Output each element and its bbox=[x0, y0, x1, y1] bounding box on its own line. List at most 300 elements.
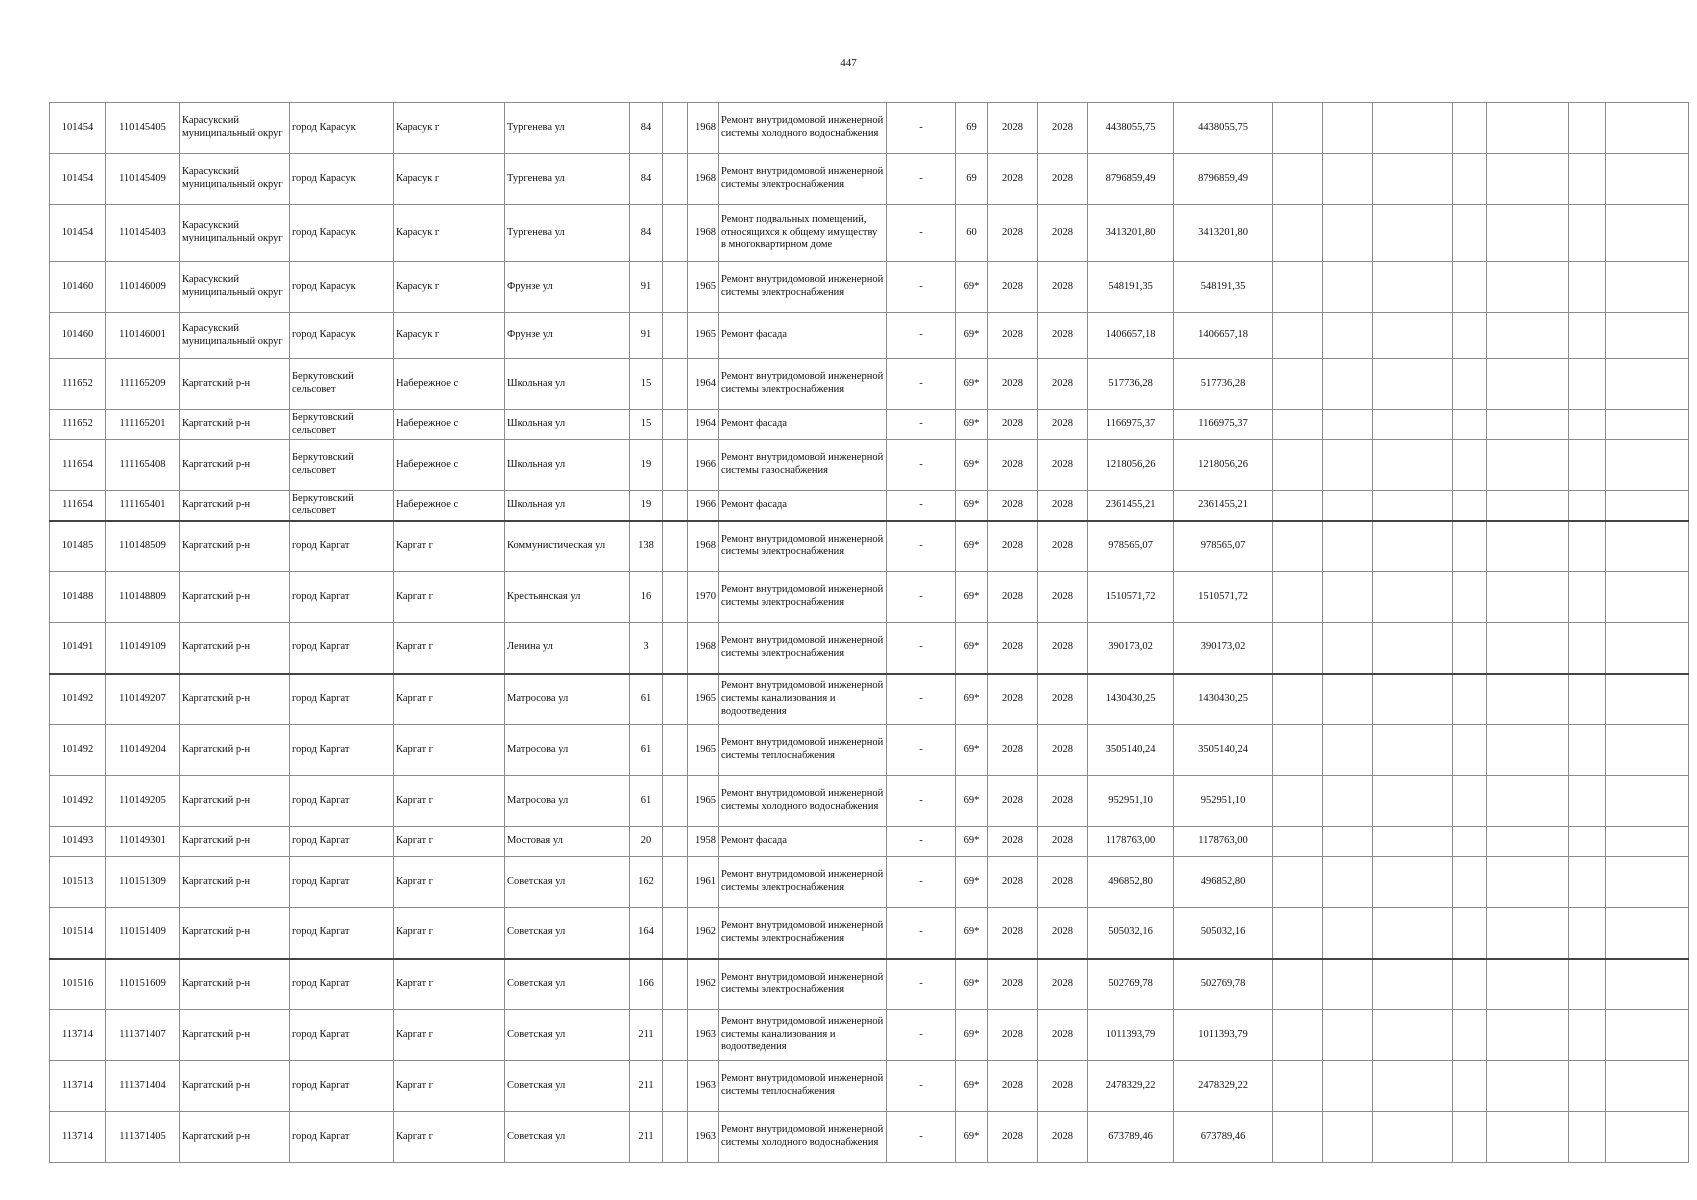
work-type: Ремонт внутридомовой инженерной системы электроснабжения bbox=[719, 623, 887, 674]
street: Школьная ул bbox=[505, 491, 630, 521]
house-number: 16 bbox=[630, 572, 663, 623]
cost-fund: 548191,35 bbox=[1174, 262, 1273, 313]
year-end: 2028 bbox=[1038, 205, 1088, 262]
build-year: 1968 bbox=[688, 623, 719, 674]
empty-cell bbox=[1606, 262, 1689, 313]
empty-cell bbox=[1606, 205, 1689, 262]
table-row bbox=[50, 410, 1689, 440]
building bbox=[663, 1061, 688, 1112]
empty-cell bbox=[1453, 440, 1487, 491]
district: Карасукский муниципальный округ bbox=[180, 205, 290, 262]
empty-cell bbox=[1373, 359, 1453, 410]
empty-cell bbox=[1487, 725, 1569, 776]
cost-fund: 3505140,24 bbox=[1174, 725, 1273, 776]
wear-percent: 69* bbox=[956, 725, 988, 776]
cost-fund: 2361455,21 bbox=[1174, 491, 1273, 521]
cost-total: 1218056,26 bbox=[1088, 440, 1174, 491]
wear-percent: 69* bbox=[956, 521, 988, 572]
street: Тургенева ул bbox=[505, 154, 630, 205]
empty-cell bbox=[1487, 1010, 1569, 1061]
year-start: 2028 bbox=[988, 491, 1038, 521]
building bbox=[663, 959, 688, 1010]
street: Советская ул bbox=[505, 959, 630, 1010]
cost-total: 548191,35 bbox=[1088, 262, 1174, 313]
building bbox=[663, 623, 688, 674]
work-code: 110146001 bbox=[106, 313, 180, 359]
settlement: город Каргат bbox=[290, 1010, 394, 1061]
object-id: 101485 bbox=[50, 521, 106, 572]
table-row bbox=[50, 908, 1689, 959]
locality: Набережное с bbox=[394, 440, 505, 491]
locality: Каргат г bbox=[394, 1061, 505, 1112]
dash-mark: - bbox=[887, 154, 956, 205]
empty-cell bbox=[1273, 410, 1323, 440]
year-start: 2028 bbox=[988, 725, 1038, 776]
empty-cell bbox=[1373, 410, 1453, 440]
year-end: 2028 bbox=[1038, 572, 1088, 623]
dash-mark: - bbox=[887, 313, 956, 359]
empty-cell bbox=[1569, 103, 1606, 154]
building bbox=[663, 674, 688, 725]
object-id: 101454 bbox=[50, 205, 106, 262]
empty-cell bbox=[1606, 313, 1689, 359]
build-year: 1968 bbox=[688, 521, 719, 572]
wear-percent: 69* bbox=[956, 359, 988, 410]
empty-cell bbox=[1487, 857, 1569, 908]
year-start: 2028 bbox=[988, 959, 1038, 1010]
wear-percent: 69* bbox=[956, 776, 988, 827]
empty-cell bbox=[1323, 623, 1373, 674]
house-number: 162 bbox=[630, 857, 663, 908]
empty-cell bbox=[1453, 674, 1487, 725]
empty-cell bbox=[1373, 103, 1453, 154]
building bbox=[663, 572, 688, 623]
dash-mark: - bbox=[887, 908, 956, 959]
build-year: 1970 bbox=[688, 572, 719, 623]
work-type: Ремонт фасада bbox=[719, 491, 887, 521]
cost-fund: 8796859,49 bbox=[1174, 154, 1273, 205]
empty-cell bbox=[1487, 1061, 1569, 1112]
empty-cell bbox=[1373, 1010, 1453, 1061]
empty-cell bbox=[1373, 262, 1453, 313]
empty-cell bbox=[1453, 359, 1487, 410]
empty-cell bbox=[1373, 1112, 1453, 1163]
year-end: 2028 bbox=[1038, 103, 1088, 154]
empty-cell bbox=[1373, 491, 1453, 521]
empty-cell bbox=[1273, 205, 1323, 262]
empty-cell bbox=[1453, 623, 1487, 674]
empty-cell bbox=[1569, 491, 1606, 521]
year-end: 2028 bbox=[1038, 959, 1088, 1010]
empty-cell bbox=[1453, 959, 1487, 1010]
dash-mark: - bbox=[887, 1010, 956, 1061]
page-number: 447 bbox=[840, 57, 857, 69]
empty-cell bbox=[1487, 623, 1569, 674]
empty-cell bbox=[1273, 1061, 1323, 1112]
district: Карасукский муниципальный округ bbox=[180, 154, 290, 205]
empty-cell bbox=[1323, 313, 1373, 359]
empty-cell bbox=[1569, 521, 1606, 572]
dash-mark: - bbox=[887, 359, 956, 410]
work-code: 110145403 bbox=[106, 205, 180, 262]
year-end: 2028 bbox=[1038, 440, 1088, 491]
locality: Каргат г bbox=[394, 623, 505, 674]
object-id: 101513 bbox=[50, 857, 106, 908]
building bbox=[663, 908, 688, 959]
year-start: 2028 bbox=[988, 1010, 1038, 1061]
empty-cell bbox=[1273, 725, 1323, 776]
locality: Карасук г bbox=[394, 262, 505, 313]
empty-cell bbox=[1273, 1112, 1323, 1163]
locality: Набережное с bbox=[394, 410, 505, 440]
empty-cell bbox=[1323, 103, 1373, 154]
object-id: 113714 bbox=[50, 1061, 106, 1112]
empty-cell bbox=[1606, 1112, 1689, 1163]
district: Карасукский муниципальный округ bbox=[180, 313, 290, 359]
building bbox=[663, 857, 688, 908]
house-number: 91 bbox=[630, 313, 663, 359]
building bbox=[663, 262, 688, 313]
empty-cell bbox=[1569, 205, 1606, 262]
wear-percent: 69* bbox=[956, 857, 988, 908]
empty-cell bbox=[1273, 521, 1323, 572]
street: Коммунистическая ул bbox=[505, 521, 630, 572]
street: Фрунзе ул bbox=[505, 313, 630, 359]
empty-cell bbox=[1487, 440, 1569, 491]
empty-cell bbox=[1487, 1112, 1569, 1163]
year-end: 2028 bbox=[1038, 827, 1088, 857]
year-start: 2028 bbox=[988, 908, 1038, 959]
empty-cell bbox=[1373, 572, 1453, 623]
object-id: 113714 bbox=[50, 1112, 106, 1163]
year-start: 2028 bbox=[988, 410, 1038, 440]
empty-cell bbox=[1373, 827, 1453, 857]
work-code: 111371407 bbox=[106, 1010, 180, 1061]
settlement: Беркутовский сельсовет bbox=[290, 440, 394, 491]
settlement: город Карасук bbox=[290, 205, 394, 262]
locality: Каргат г bbox=[394, 857, 505, 908]
empty-cell bbox=[1606, 827, 1689, 857]
empty-cell bbox=[1453, 154, 1487, 205]
district: Каргатский р-н bbox=[180, 959, 290, 1010]
dash-mark: - bbox=[887, 262, 956, 313]
build-year: 1961 bbox=[688, 857, 719, 908]
work-code: 110151409 bbox=[106, 908, 180, 959]
empty-cell bbox=[1273, 959, 1323, 1010]
year-end: 2028 bbox=[1038, 262, 1088, 313]
build-year: 1965 bbox=[688, 674, 719, 725]
work-code: 111371405 bbox=[106, 1112, 180, 1163]
dash-mark: - bbox=[887, 623, 956, 674]
year-end: 2028 bbox=[1038, 1112, 1088, 1163]
district: Карасукский муниципальный округ bbox=[180, 103, 290, 154]
work-type: Ремонт внутридомовой инженерной системы электроснабжения bbox=[719, 959, 887, 1010]
empty-cell bbox=[1569, 440, 1606, 491]
year-end: 2028 bbox=[1038, 359, 1088, 410]
empty-cell bbox=[1453, 262, 1487, 313]
empty-cell bbox=[1323, 410, 1373, 440]
empty-cell bbox=[1569, 313, 1606, 359]
settlement: город Каргат bbox=[290, 857, 394, 908]
empty-cell bbox=[1273, 103, 1323, 154]
empty-cell bbox=[1606, 857, 1689, 908]
wear-percent: 69* bbox=[956, 1061, 988, 1112]
building bbox=[663, 776, 688, 827]
cost-fund: 1218056,26 bbox=[1174, 440, 1273, 491]
district: Каргатский р-н bbox=[180, 1010, 290, 1061]
empty-cell bbox=[1323, 440, 1373, 491]
table-row bbox=[50, 1112, 1689, 1163]
table-row bbox=[50, 572, 1689, 623]
work-code: 111165201 bbox=[106, 410, 180, 440]
empty-cell bbox=[1453, 410, 1487, 440]
table-row bbox=[50, 959, 1689, 1010]
build-year: 1965 bbox=[688, 313, 719, 359]
locality: Каргат г bbox=[394, 725, 505, 776]
house-number: 84 bbox=[630, 205, 663, 262]
house-number: 211 bbox=[630, 1061, 663, 1112]
work-code: 111165408 bbox=[106, 440, 180, 491]
street: Матросова ул bbox=[505, 674, 630, 725]
object-id: 101454 bbox=[50, 103, 106, 154]
table-row bbox=[50, 440, 1689, 491]
locality: Карасук г bbox=[394, 154, 505, 205]
wear-percent: 69* bbox=[956, 262, 988, 313]
year-end: 2028 bbox=[1038, 674, 1088, 725]
house-number: 20 bbox=[630, 827, 663, 857]
work-type: Ремонт внутридомовой инженерной системы теплоснабжения bbox=[719, 725, 887, 776]
empty-cell bbox=[1453, 776, 1487, 827]
empty-cell bbox=[1487, 908, 1569, 959]
empty-cell bbox=[1453, 1010, 1487, 1061]
empty-cell bbox=[1569, 908, 1606, 959]
empty-cell bbox=[1453, 313, 1487, 359]
year-end: 2028 bbox=[1038, 154, 1088, 205]
object-id: 101460 bbox=[50, 313, 106, 359]
building bbox=[663, 521, 688, 572]
work-code: 111165401 bbox=[106, 491, 180, 521]
table-row bbox=[50, 521, 1689, 572]
cost-total: 4438055,75 bbox=[1088, 103, 1174, 154]
empty-cell bbox=[1606, 674, 1689, 725]
building bbox=[663, 154, 688, 205]
cost-total: 1178763,00 bbox=[1088, 827, 1174, 857]
work-code: 110148809 bbox=[106, 572, 180, 623]
dash-mark: - bbox=[887, 440, 956, 491]
district: Каргатский р-н bbox=[180, 827, 290, 857]
table-row bbox=[50, 1061, 1689, 1112]
empty-cell bbox=[1323, 1112, 1373, 1163]
build-year: 1963 bbox=[688, 1112, 719, 1163]
empty-cell bbox=[1373, 776, 1453, 827]
empty-cell bbox=[1273, 776, 1323, 827]
house-number: 166 bbox=[630, 959, 663, 1010]
house-number: 211 bbox=[630, 1112, 663, 1163]
empty-cell bbox=[1373, 725, 1453, 776]
house-number: 61 bbox=[630, 725, 663, 776]
empty-cell bbox=[1606, 1061, 1689, 1112]
work-type: Ремонт внутридомовой инженерной системы газоснабжения bbox=[719, 440, 887, 491]
street: Советская ул bbox=[505, 1010, 630, 1061]
district: Каргатский р-н bbox=[180, 440, 290, 491]
district: Каргатский р-н bbox=[180, 572, 290, 623]
house-number: 61 bbox=[630, 776, 663, 827]
cost-total: 502769,78 bbox=[1088, 959, 1174, 1010]
empty-cell bbox=[1373, 674, 1453, 725]
building bbox=[663, 1112, 688, 1163]
settlement: город Каргат bbox=[290, 959, 394, 1010]
wear-percent: 69* bbox=[956, 572, 988, 623]
cost-total: 2478329,22 bbox=[1088, 1061, 1174, 1112]
empty-cell bbox=[1606, 154, 1689, 205]
empty-cell bbox=[1323, 908, 1373, 959]
street: Школьная ул bbox=[505, 410, 630, 440]
locality: Каргат г bbox=[394, 959, 505, 1010]
empty-cell bbox=[1487, 674, 1569, 725]
dash-mark: - bbox=[887, 776, 956, 827]
wear-percent: 69* bbox=[956, 1112, 988, 1163]
wear-percent: 69* bbox=[956, 440, 988, 491]
empty-cell bbox=[1373, 313, 1453, 359]
table-row bbox=[50, 827, 1689, 857]
dash-mark: - bbox=[887, 857, 956, 908]
district: Каргатский р-н bbox=[180, 1112, 290, 1163]
cost-fund: 952951,10 bbox=[1174, 776, 1273, 827]
empty-cell bbox=[1453, 827, 1487, 857]
dash-mark: - bbox=[887, 959, 956, 1010]
empty-cell bbox=[1453, 1112, 1487, 1163]
work-code: 110149207 bbox=[106, 674, 180, 725]
build-year: 1964 bbox=[688, 410, 719, 440]
work-code: 110149109 bbox=[106, 623, 180, 674]
settlement: город Каргат bbox=[290, 725, 394, 776]
work-type: Ремонт внутридомовой инженерной системы электроснабжения bbox=[719, 908, 887, 959]
build-year: 1958 bbox=[688, 827, 719, 857]
district: Каргатский р-н bbox=[180, 521, 290, 572]
cost-fund: 4438055,75 bbox=[1174, 103, 1273, 154]
empty-cell bbox=[1323, 359, 1373, 410]
empty-cell bbox=[1273, 359, 1323, 410]
empty-cell bbox=[1569, 857, 1606, 908]
repair-program-table bbox=[49, 102, 1689, 1163]
cost-fund: 496852,80 bbox=[1174, 857, 1273, 908]
wear-percent: 69* bbox=[956, 410, 988, 440]
empty-cell bbox=[1453, 521, 1487, 572]
locality: Каргат г bbox=[394, 776, 505, 827]
empty-cell bbox=[1453, 491, 1487, 521]
year-start: 2028 bbox=[988, 857, 1038, 908]
empty-cell bbox=[1373, 1061, 1453, 1112]
empty-cell bbox=[1453, 205, 1487, 262]
street: Тургенева ул bbox=[505, 103, 630, 154]
dash-mark: - bbox=[887, 491, 956, 521]
empty-cell bbox=[1453, 103, 1487, 154]
cost-fund: 673789,46 bbox=[1174, 1112, 1273, 1163]
empty-cell bbox=[1487, 103, 1569, 154]
wear-percent: 69 bbox=[956, 103, 988, 154]
empty-cell bbox=[1323, 827, 1373, 857]
settlement: город Карасук bbox=[290, 313, 394, 359]
dash-mark: - bbox=[887, 1061, 956, 1112]
settlement: город Каргат bbox=[290, 1061, 394, 1112]
settlement: город Каргат bbox=[290, 572, 394, 623]
empty-cell bbox=[1606, 410, 1689, 440]
year-end: 2028 bbox=[1038, 776, 1088, 827]
locality: Каргат г bbox=[394, 521, 505, 572]
work-type: Ремонт подвальных помещений, относящихся к общему имуществу в многоквартирном доме bbox=[719, 205, 887, 262]
year-start: 2028 bbox=[988, 1112, 1038, 1163]
empty-cell bbox=[1569, 572, 1606, 623]
work-type: Ремонт фасада bbox=[719, 410, 887, 440]
year-start: 2028 bbox=[988, 359, 1038, 410]
empty-cell bbox=[1606, 1010, 1689, 1061]
street: Крестьянская ул bbox=[505, 572, 630, 623]
table-row bbox=[50, 262, 1689, 313]
house-number: 3 bbox=[630, 623, 663, 674]
table-row bbox=[50, 154, 1689, 205]
locality: Каргат г bbox=[394, 1112, 505, 1163]
house-number: 15 bbox=[630, 359, 663, 410]
empty-cell bbox=[1569, 359, 1606, 410]
empty-cell bbox=[1273, 262, 1323, 313]
cost-fund: 1406657,18 bbox=[1174, 313, 1273, 359]
object-id: 111652 bbox=[50, 410, 106, 440]
settlement: город Карасук bbox=[290, 262, 394, 313]
empty-cell bbox=[1273, 313, 1323, 359]
table-row bbox=[50, 313, 1689, 359]
object-id: 101516 bbox=[50, 959, 106, 1010]
work-type: Ремонт внутридомовой инженерной системы электроснабжения bbox=[719, 154, 887, 205]
house-number: 138 bbox=[630, 521, 663, 572]
object-id: 113714 bbox=[50, 1010, 106, 1061]
year-start: 2028 bbox=[988, 205, 1038, 262]
house-number: 91 bbox=[630, 262, 663, 313]
empty-cell bbox=[1373, 521, 1453, 572]
empty-cell bbox=[1487, 776, 1569, 827]
empty-cell bbox=[1373, 205, 1453, 262]
wear-percent: 69* bbox=[956, 908, 988, 959]
empty-cell bbox=[1606, 725, 1689, 776]
street: Мостовая ул bbox=[505, 827, 630, 857]
cost-fund: 505032,16 bbox=[1174, 908, 1273, 959]
empty-cell bbox=[1373, 623, 1453, 674]
empty-cell bbox=[1323, 674, 1373, 725]
locality: Каргат г bbox=[394, 674, 505, 725]
dash-mark: - bbox=[887, 521, 956, 572]
build-year: 1966 bbox=[688, 440, 719, 491]
empty-cell bbox=[1273, 1010, 1323, 1061]
empty-cell bbox=[1569, 827, 1606, 857]
settlement: город Каргат bbox=[290, 1112, 394, 1163]
empty-cell bbox=[1487, 959, 1569, 1010]
table-body bbox=[50, 103, 1689, 1163]
house-number: 84 bbox=[630, 103, 663, 154]
empty-cell bbox=[1323, 725, 1373, 776]
empty-cell bbox=[1453, 908, 1487, 959]
empty-cell bbox=[1569, 1010, 1606, 1061]
work-type: Ремонт внутридомовой инженерной системы холодного водоснабжения bbox=[719, 103, 887, 154]
dash-mark: - bbox=[887, 410, 956, 440]
cost-total: 3505140,24 bbox=[1088, 725, 1174, 776]
empty-cell bbox=[1487, 154, 1569, 205]
empty-cell bbox=[1323, 521, 1373, 572]
build-year: 1965 bbox=[688, 262, 719, 313]
district: Каргатский р-н bbox=[180, 776, 290, 827]
building bbox=[663, 491, 688, 521]
cost-fund: 1011393,79 bbox=[1174, 1010, 1273, 1061]
cost-fund: 1510571,72 bbox=[1174, 572, 1273, 623]
work-code: 110149205 bbox=[106, 776, 180, 827]
